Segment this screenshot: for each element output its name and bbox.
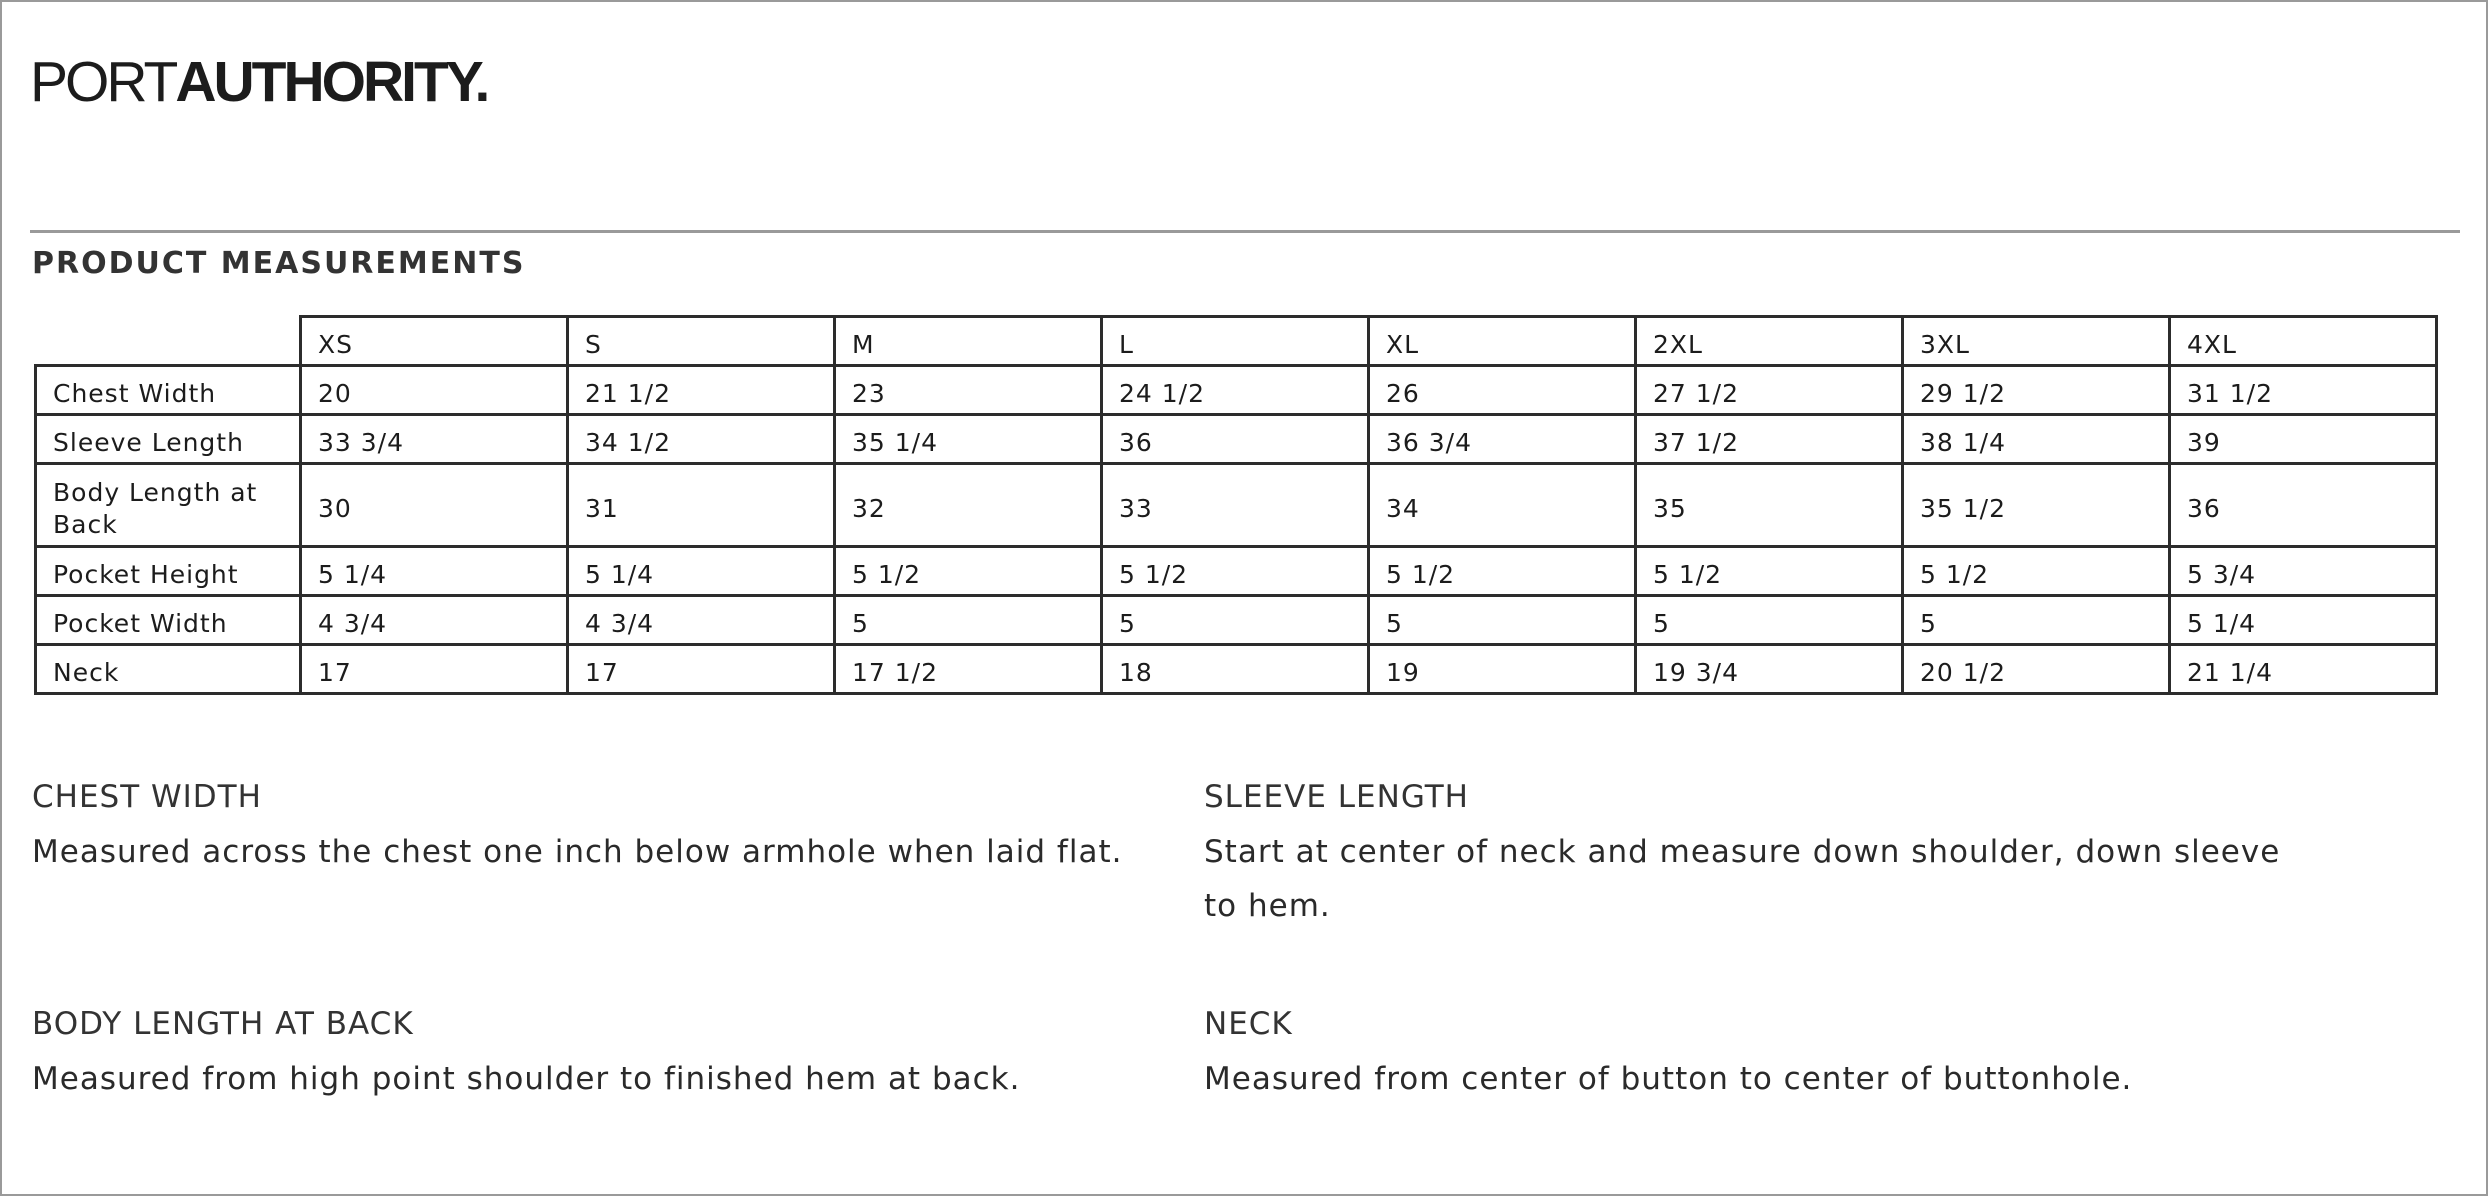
table-cell: 5: [1903, 596, 2170, 645]
table-cell: 19: [1369, 645, 1636, 694]
table-cell: 17: [568, 645, 835, 694]
table-row: [36, 596, 2437, 645]
table-cell: 36: [2170, 464, 2437, 547]
table-cell: 5 1/4: [2170, 596, 2437, 645]
header-divider: [30, 230, 2460, 233]
section-title: PRODUCT MEASUREMENTS: [32, 246, 526, 281]
table-cell: 36: [1102, 415, 1369, 464]
table-cell: 27 1/2: [1636, 366, 1903, 415]
table-cell: 18: [1102, 645, 1369, 694]
table-cell: 4 3/4: [568, 596, 835, 645]
size-header: S: [568, 317, 835, 366]
table-row: [36, 415, 2437, 464]
table-cell: 31: [568, 464, 835, 547]
measurements-table: [34, 315, 2438, 695]
table-cell: 24 1/2: [1102, 366, 1369, 415]
table-cell: 4 3/4: [301, 596, 568, 645]
header-corner-cell: [36, 317, 301, 366]
row-label: Neck: [36, 645, 301, 694]
table-cell: 35: [1636, 464, 1903, 547]
row-label: Sleeve Length: [36, 415, 301, 464]
body-length-description: Measured from high point shoulder to finished hem at back.: [32, 1061, 1021, 1097]
size-header: 4XL: [2170, 317, 2437, 366]
table-row: [36, 464, 2437, 547]
table-row: [36, 366, 2437, 415]
table-cell: 5 1/2: [1636, 547, 1903, 596]
table-cell: 21 1/2: [568, 366, 835, 415]
size-header: M: [835, 317, 1102, 366]
chest-width-heading: CHEST WIDTH: [32, 779, 262, 815]
table-cell: 5 1/4: [568, 547, 835, 596]
row-label: Pocket Width: [36, 596, 301, 645]
table-row: [36, 547, 2437, 596]
table-cell: 38 1/4: [1903, 415, 2170, 464]
table-cell: 5 1/2: [1102, 547, 1369, 596]
table-cell: 35 1/2: [1903, 464, 2170, 547]
table-row: [36, 645, 2437, 694]
table-cell: 5 1/4: [301, 547, 568, 596]
table-cell: 5: [1369, 596, 1636, 645]
size-header: L: [1102, 317, 1369, 366]
table-cell: 5 3/4: [2170, 547, 2437, 596]
table-cell: 5: [1636, 596, 1903, 645]
table-cell: 32: [835, 464, 1102, 547]
size-header: 3XL: [1903, 317, 2170, 366]
size-header: 2XL: [1636, 317, 1903, 366]
table-cell: 34 1/2: [568, 415, 835, 464]
table-cell: 17: [301, 645, 568, 694]
size-header: XL: [1369, 317, 1636, 366]
table-cell: 37 1/2: [1636, 415, 1903, 464]
table-cell: 17 1/2: [835, 645, 1102, 694]
brand-logo: [30, 50, 488, 114]
table-cell: 5: [835, 596, 1102, 645]
row-label: Chest Width: [36, 366, 301, 415]
size-header: XS: [301, 317, 568, 366]
table-cell: 31 1/2: [2170, 366, 2437, 415]
body-length-heading: BODY LENGTH AT BACK: [32, 1006, 414, 1042]
neck-description: Measured from center of button to center of buttonhole.: [1204, 1061, 2133, 1097]
sleeve-length-heading: SLEEVE LENGTH: [1204, 779, 1469, 815]
table-cell: 33 3/4: [301, 415, 568, 464]
brand-logo-part1: PORT: [30, 50, 176, 114]
table-cell: 26: [1369, 366, 1636, 415]
table-cell: 39: [2170, 415, 2437, 464]
table-cell: 5 1/2: [835, 547, 1102, 596]
table-cell: 30: [301, 464, 568, 547]
table-cell: 5 1/2: [1903, 547, 2170, 596]
table-cell: 20 1/2: [1903, 645, 2170, 694]
table-cell: 23: [835, 366, 1102, 415]
table-cell: 20: [301, 366, 568, 415]
neck-heading: NECK: [1204, 1006, 1293, 1042]
table-cell: 34: [1369, 464, 1636, 547]
sleeve-length-description: Start at center of neck and measure down shoulder, down sleeve to hem.: [1204, 834, 2281, 924]
table-cell: 33: [1102, 464, 1369, 547]
table-cell: 19 3/4: [1636, 645, 1903, 694]
brand-logo-part2: AUTHORITY.: [175, 50, 488, 114]
table-cell: 21 1/4: [2170, 645, 2437, 694]
table-cell: 5: [1102, 596, 1369, 645]
table-cell: 5 1/2: [1369, 547, 1636, 596]
table-cell: 35 1/4: [835, 415, 1102, 464]
size-header-row: [36, 317, 2437, 366]
table-cell: 29 1/2: [1903, 366, 2170, 415]
table-cell: 36 3/4: [1369, 415, 1636, 464]
row-label: Pocket Height: [36, 547, 301, 596]
row-label: Body Length at Back: [36, 464, 301, 547]
chest-width-description: Measured across the chest one inch below armhole when laid flat.: [32, 834, 1123, 870]
